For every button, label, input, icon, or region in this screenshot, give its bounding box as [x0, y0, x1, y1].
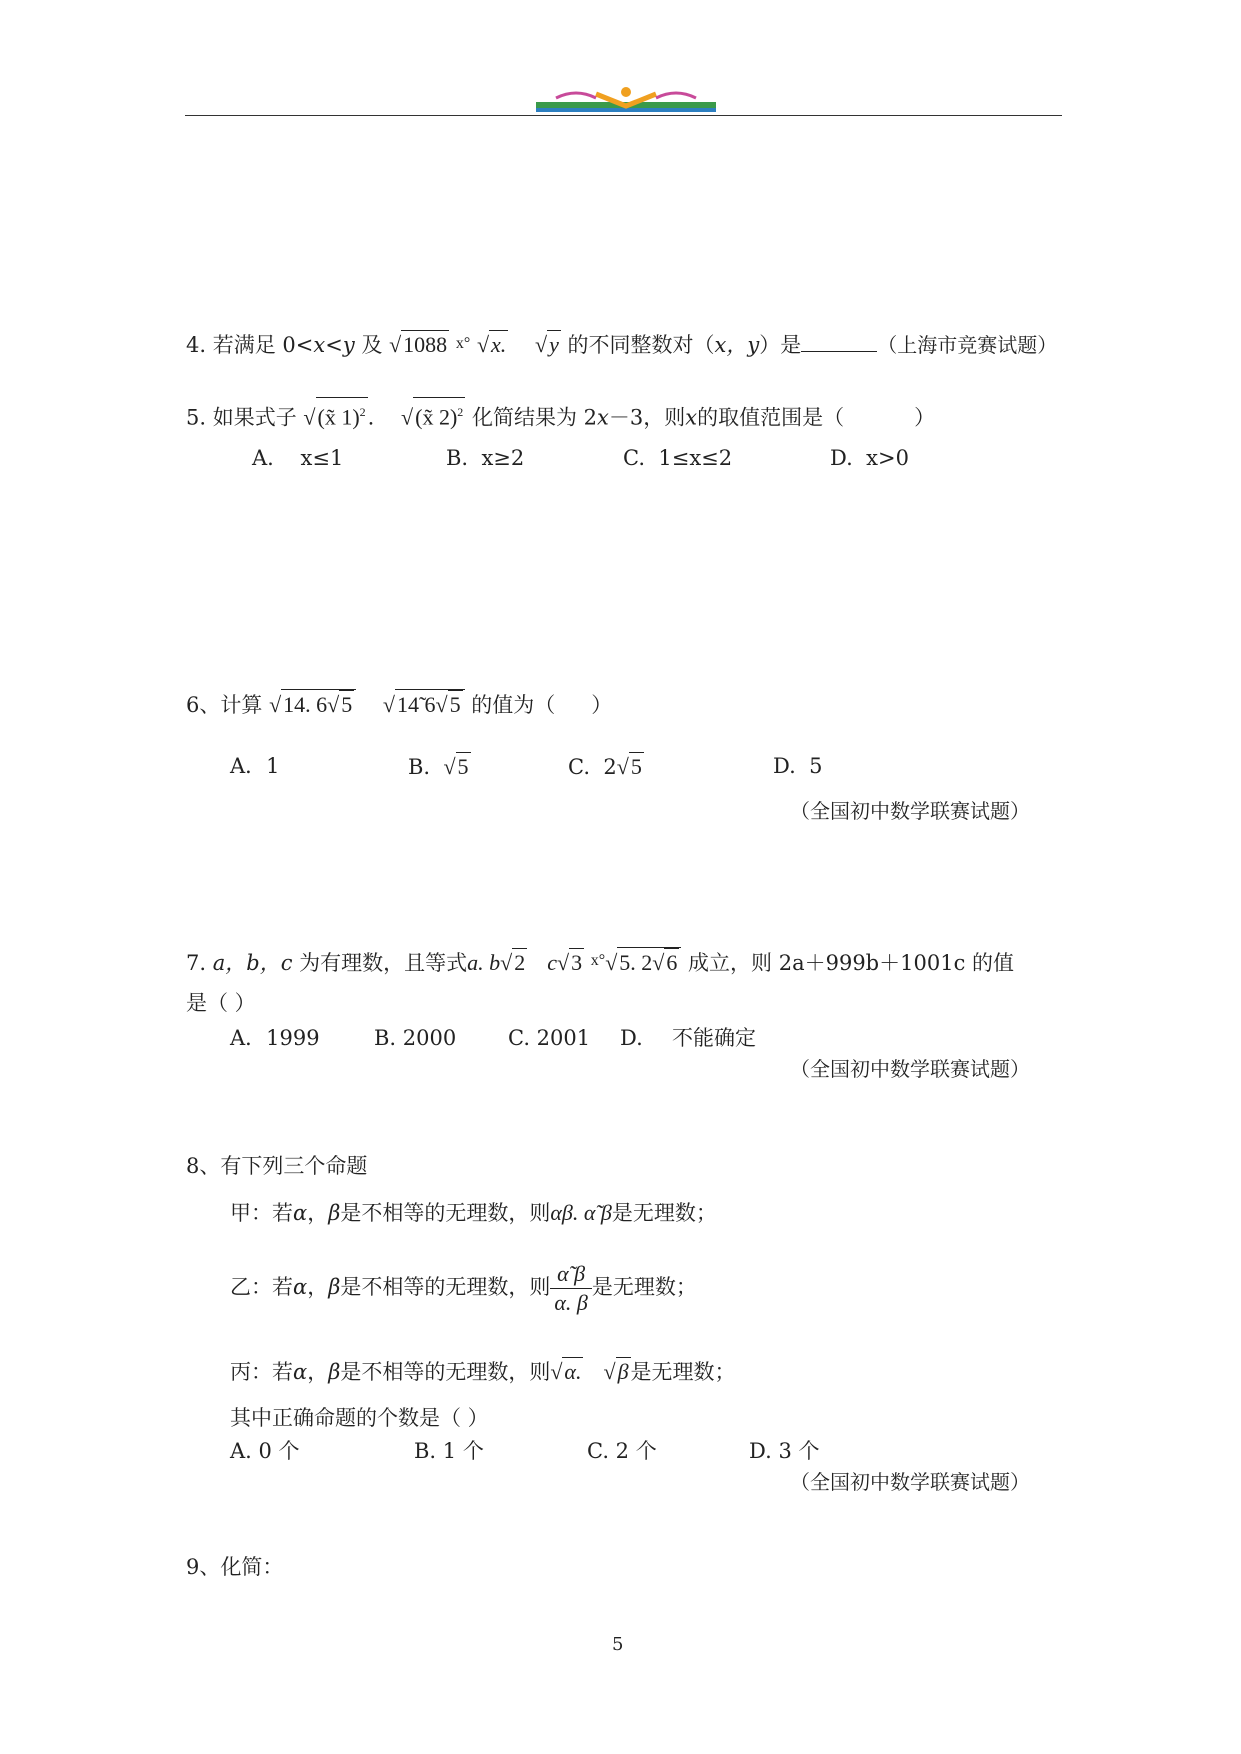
q4-text-c: 的不同整数对（ — [567, 333, 715, 357]
q8-statement-jia: 甲：若α，β是不相等的无理数，则αβ. α̃ β是无理数； — [230, 1200, 717, 1225]
q7-text-b: 成立，则 2a＋999b＋1001c 的值 — [688, 951, 1015, 975]
q8-source: （全国初中数学联赛试题） — [790, 1470, 1030, 1494]
header-logo — [536, 84, 716, 116]
q5-option-c: C. 1≤x≤2 — [623, 446, 733, 470]
q5-text-b: 化简结果为 2 — [471, 405, 598, 430]
q4-source: （上海市竞赛试题） — [877, 333, 1058, 357]
q5-x2: x — [685, 405, 698, 430]
q4-text-d: ）是 — [759, 333, 802, 357]
q8-question: 其中正确命题的个数是（ ） — [230, 1406, 489, 1430]
q4-answer-blank — [801, 333, 877, 352]
q6-text-c: ） — [591, 693, 613, 717]
q5-dot: . — [367, 405, 375, 430]
q6-option-d: D. 5 — [773, 754, 823, 778]
q7-vars: a，b，c — [212, 951, 293, 975]
q4-sqrt-y: √y — [534, 332, 559, 357]
q4-number: 4. — [186, 333, 207, 357]
q4-sqrt-1088: √1088 — [389, 332, 448, 357]
q7-text-a: 为有理数，且等式 — [299, 951, 468, 975]
q6-number: 6、 — [186, 693, 221, 717]
question-5 — [186, 397, 935, 431]
q5-sqrt-2: √(x̃ 2)$^2$ — [401, 397, 465, 431]
question-4 — [186, 330, 1057, 359]
q4-text-b: 及 — [354, 333, 383, 357]
q5-text-d: 的取值范围是（ — [697, 405, 845, 430]
q4-y: y — [342, 333, 355, 357]
q5-text-c: －3，则 — [608, 405, 686, 430]
question-9 — [186, 1553, 283, 1581]
page-number: 5 — [612, 1634, 624, 1655]
q4-pair: x，y — [714, 333, 760, 357]
question-7 — [186, 947, 1014, 977]
q4-glyph: x° — [455, 335, 471, 352]
q8-option-d: D. 3 个 — [749, 1439, 820, 1463]
q6-sqrt-2: √14̃ 6√5 — [383, 689, 465, 719]
q7-glyph: x° — [590, 952, 606, 969]
q6-text-b: 的值为（ — [471, 693, 556, 717]
q9-text: 化简： — [220, 1555, 284, 1579]
q5-option-a: A. x≤1 — [252, 446, 344, 470]
q6-option-c: C. 2√5 — [568, 754, 642, 779]
q4-sqrt-x: √x. — [476, 332, 507, 357]
q7-sqrt-2: √2 — [500, 950, 526, 975]
q7-option-a: A．1999 — [230, 1026, 320, 1050]
q7-option-d-text: 不能确定 — [672, 1026, 756, 1050]
q7-source: （全国初中数学联赛试题） — [790, 1057, 1030, 1081]
q5-text-e: ） — [914, 405, 936, 430]
q7-option-d: D. — [620, 1026, 643, 1050]
q5-x1: x — [597, 405, 609, 430]
q8-yi-fraction: $\frac{\alphã \beta}{\alpha. \beta}$ — [550, 1260, 592, 1317]
q7-line2: 是（ ） — [186, 991, 256, 1015]
q8-statement-bing: 丙：若α，β是不相等的无理数，则√α. √β是无理数； — [230, 1359, 736, 1384]
q4-lt: < — [325, 333, 343, 357]
q8-number: 8、 — [186, 1154, 221, 1178]
q7-c: c — [547, 950, 558, 975]
q5-text-a: 如果式子 — [212, 405, 297, 430]
q8-option-a: A. 0 个 — [230, 1439, 300, 1463]
q5-option-d: D. x>0 — [830, 446, 909, 470]
question-6 — [186, 689, 612, 719]
q7-expr: a. b — [467, 950, 501, 975]
q4-x: x — [313, 333, 326, 357]
q8-statement-yi: 乙：若α，β是不相等的无理数，则 $\frac{\alphã \beta}{\alpha. \beta}$ 是无理数； — [230, 1261, 697, 1315]
q8-text: 有下列三个命题 — [220, 1154, 368, 1178]
q4-text-a: 若满足 0< — [212, 333, 314, 357]
q7-option-b: B. 2000 — [374, 1026, 457, 1050]
q8-option-b: B. 1 个 — [414, 1439, 484, 1463]
q8-option-c: C. 2 个 — [587, 1439, 657, 1463]
q5-option-b: B. x≥2 — [446, 446, 525, 470]
q6-option-b: B. √5 — [408, 754, 469, 779]
q7-sqrt-5: √5. 2√6 — [605, 947, 681, 977]
q7-sqrt-3: √3 — [557, 950, 583, 975]
q7-option-c: C. 2001 — [508, 1026, 591, 1050]
q6-text-a: 计算 — [220, 693, 263, 717]
q5-sqrt-1: √(x̃ 1)$^2$ — [303, 397, 367, 431]
q6-option-a: A．1 — [230, 754, 280, 778]
q6-sqrt-1: √14. 6√5 — [269, 689, 356, 719]
q9-number: 9、 — [186, 1555, 221, 1579]
q7-number: 7. — [186, 951, 207, 975]
q6-source: （全国初中数学联赛试题） — [790, 799, 1030, 823]
question-8 — [186, 1152, 367, 1180]
header-rule — [185, 115, 1062, 116]
q5-number: 5. — [186, 405, 207, 430]
